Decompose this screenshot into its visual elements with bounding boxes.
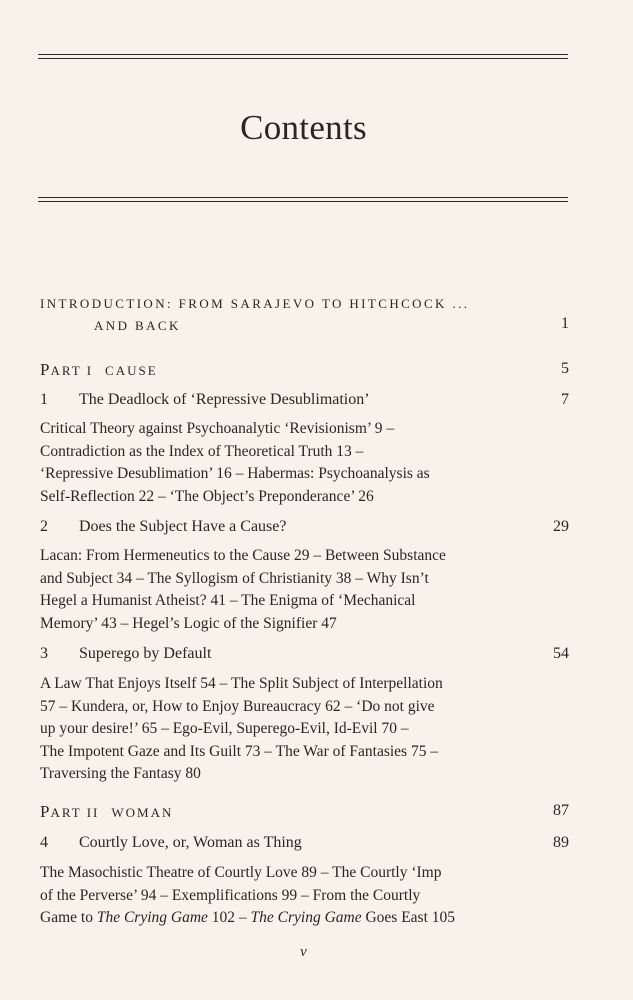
page-title: Contents <box>240 108 367 147</box>
part1-label-rest: ART I <box>50 363 94 378</box>
chapter4-section-line-last <box>40 907 455 930</box>
chapter3-title: Superego by Default <box>79 645 212 662</box>
chapter1-title: The Deadlock of ‘Repressive Desublimation’ <box>79 391 370 408</box>
chapter3-sections <box>40 673 443 786</box>
chapter3-number: 3 <box>40 645 48 662</box>
chapter4-section-line: of the Perverse’ 94 – Exemplifications 99 – From the Courtly <box>40 886 421 904</box>
chapter1-section-line: Self-Reflection 22 – ‘The Object’s Preponderance’ 26 <box>40 487 374 505</box>
chapter4-section-line: The Masochistic Theatre of Courtly Love 89 – The Courtly ‘Imp <box>40 864 442 881</box>
film-title-italic: The Crying Game <box>250 909 362 926</box>
chapter2-title: Does the Subject Have a Cause? <box>79 518 287 535</box>
chapter1-section-line: ‘Repressive Desublimation’ 16 – Habermas: Psychoanalysis as <box>40 465 430 482</box>
chapter4-sections <box>40 862 455 930</box>
chapter3-section-line: Traversing the Fantasy 80 <box>40 765 201 782</box>
chapter2-sections <box>40 545 446 635</box>
chapter2-page: 29 <box>553 518 569 535</box>
top-double-rule <box>38 54 568 59</box>
page-folio: v <box>300 944 307 960</box>
part2-heading <box>40 802 173 822</box>
chapter3-section-line: The Impotent Gaze and Its Guilt 73 – The War of Fantasies 75 – <box>40 742 439 760</box>
introduction-title-line1: INTRODUCTION: FROM SARAJEVO TO HITCHCOCK ... <box>40 296 470 311</box>
chapter1-section-line: Critical Theory against Psychoanalytic ‘Revisionism’ 9 – <box>40 420 395 437</box>
chapter3-section-line: A Law That Enjoys Itself 54 – The Split Subject of Interpellation <box>40 675 443 692</box>
chapter2-number: 2 <box>40 518 48 535</box>
chapter3-page: 54 <box>553 645 569 662</box>
chapter4-last-e: Goes East 105 <box>361 909 456 926</box>
chapter2-section-line: Lacan: From Hermeneutics to the Cause 29 – Between Substance <box>40 547 446 564</box>
chapter2-section-line: Hegel a Humanist Atheist? 41 – The Enigma of ‘Mechanical <box>40 592 416 609</box>
introduction-page: 1 <box>561 315 569 332</box>
chapter4-title: Courtly Love, or, Woman as Thing <box>79 834 302 851</box>
chapter4-page: 89 <box>553 834 569 851</box>
part1-label-cap: P <box>40 360 51 379</box>
chapter1-number: 1 <box>40 391 48 408</box>
part1-page: 5 <box>561 360 569 377</box>
chapter1-sections <box>40 418 430 508</box>
film-title-italic: The Crying Game <box>96 909 208 926</box>
chapter4-number: 4 <box>40 834 48 851</box>
chapter4-last-a: Game to <box>40 909 97 926</box>
introduction-title-line2: AND BACK <box>94 318 181 333</box>
part1-name: CAUSE <box>105 363 158 378</box>
part1-heading <box>40 360 158 380</box>
chapter2-section-line: and Subject 34 – The Syllogism of Christianity 38 – Why Isn’t <box>40 569 429 587</box>
part2-label-rest: ART II <box>50 805 100 820</box>
chapter3-section-line: up your desire!’ 65 – Ego-Evil, Superego-Evil, Id-Evil 70 – <box>40 720 409 737</box>
part2-name: WOMAN <box>111 805 174 820</box>
part2-label-cap: P <box>40 802 51 821</box>
chapter3-section-line: 57 – Kundera, or, How to Enjoy Bureaucracy 62 – ‘Do not give <box>40 697 435 715</box>
bottom-double-rule <box>38 197 568 202</box>
chapter2-section-line: Memory’ 43 – Hegel’s Logic of the Signifier 47 <box>40 614 337 632</box>
chapter4-last-c: 102 – <box>207 909 251 926</box>
part2-page: 87 <box>553 802 569 819</box>
chapter1-page: 7 <box>561 391 569 408</box>
chapter1-section-line: Contradiction as the Index of Theoretical Truth 13 – <box>40 442 364 460</box>
